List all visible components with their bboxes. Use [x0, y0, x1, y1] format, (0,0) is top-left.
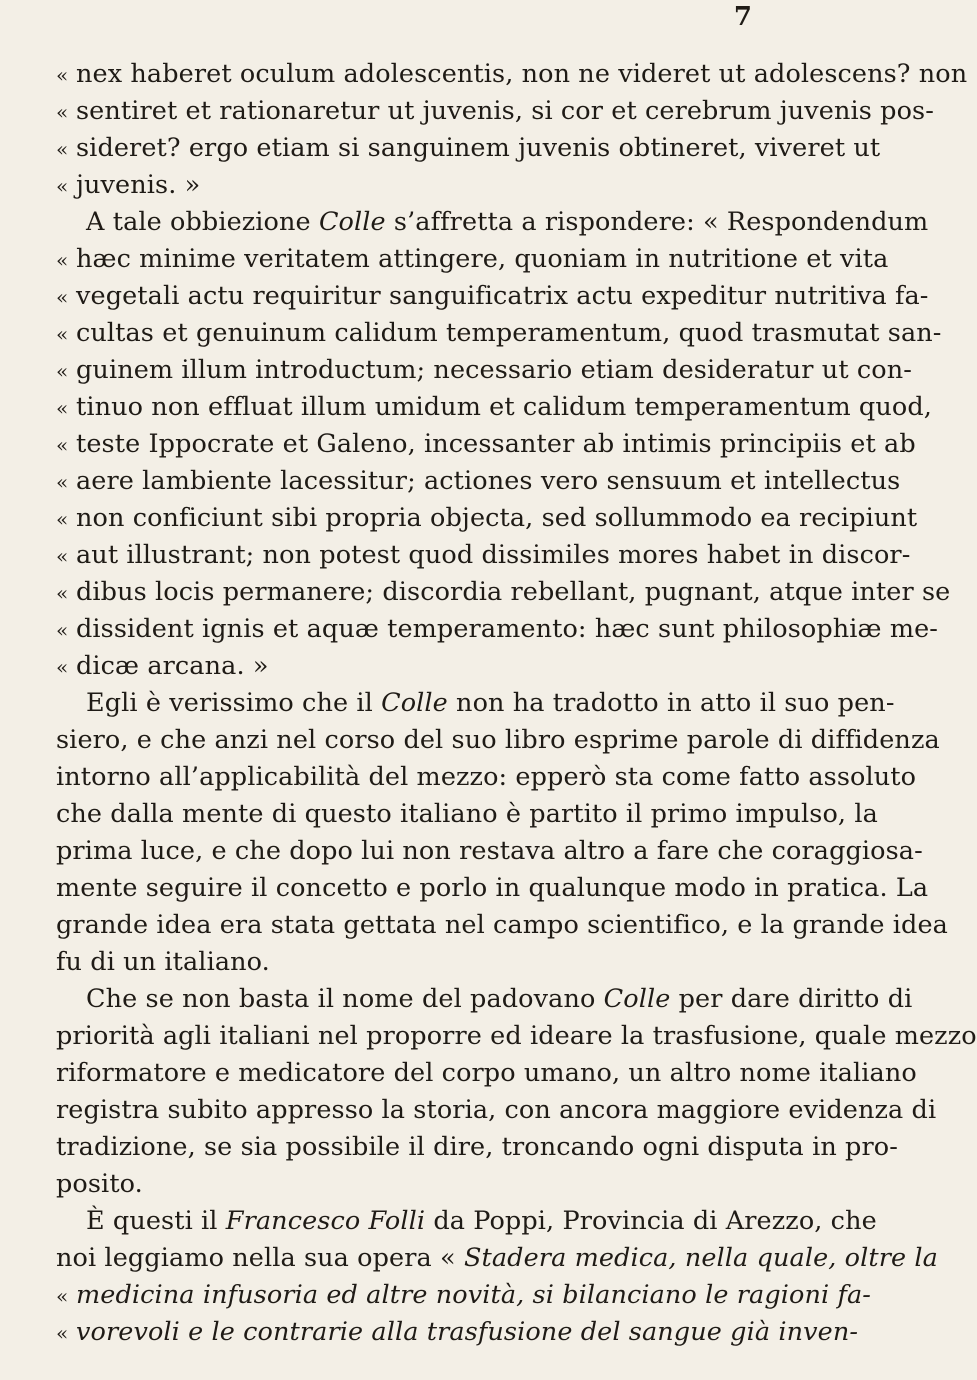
text-line — [56, 1129, 898, 1166]
text-segment: tradizione, se sia possibile il dire, troncando ogni disputa in pro- — [56, 1132, 898, 1162]
text-segment: aut illustrant; non potest quod dissimiles mores habet in discor- — [76, 540, 911, 570]
text-segment: s’affretta a rispondere: « Respondendum — [385, 207, 929, 237]
text-line — [56, 463, 901, 500]
italic-text: vorevoli e le contrarie alla trasfusione del sangue già inven- — [76, 1317, 859, 1347]
text-line — [56, 315, 942, 352]
text-segment: posito. — [56, 1169, 143, 1199]
text-segment: non ha tradotto in atto il suo pen- — [447, 688, 895, 718]
text-segment: aere lambiente lacessitur; actiones vero sensuum et intellectus — [76, 466, 901, 496]
quote-mark: « — [56, 137, 69, 161]
text-segment: nex haberet oculum adolescentis, non ne videret ut adolescens? non — [76, 59, 968, 89]
text-segment: priorità agli italiani nel proporre ed ideare la trasfusione, quale mezzo — [56, 1021, 977, 1051]
text-line — [56, 352, 912, 389]
text-segment: siero, e che anzi nel corso del suo libro esprime parole di diffidenza — [56, 725, 940, 755]
text-segment: vegetali actu requiritur sanguificatrix actu expeditur nutritiva fa- — [76, 281, 929, 311]
text-line — [56, 648, 778, 685]
text-segment: registra subito appresso la storia, con ancora maggiore evidenza di — [56, 1095, 937, 1125]
text-line — [56, 944, 778, 981]
text-segment: intorno all’applicabilità del mezzo: epperò sta come fatto assoluto — [56, 762, 917, 792]
text-segment: Egli è verissimo che il — [86, 688, 382, 718]
text-line — [56, 611, 939, 648]
text-line — [56, 537, 911, 574]
quote-mark: « — [56, 433, 69, 457]
paragraph — [56, 1203, 938, 1351]
text-line — [56, 796, 878, 833]
text-line — [56, 93, 934, 130]
text-segment: sentiret et rationaretur ut juvenis, si cor et cerebrum juvenis pos- — [76, 96, 934, 126]
text-line — [56, 1314, 859, 1351]
text-line — [56, 722, 940, 759]
quote-mark: « — [56, 396, 69, 420]
quote-mark: « — [56, 100, 69, 124]
text-segment: grande idea era stata gettata nel campo scientifico, e la grande idea — [56, 910, 948, 940]
text-segment: dicæ arcana. » — [76, 651, 269, 681]
text-line — [56, 1240, 938, 1277]
text-line — [56, 500, 918, 537]
text-line — [56, 56, 968, 93]
paragraph — [56, 56, 968, 204]
text-line — [56, 1277, 872, 1314]
text-segment: fu di un italiano. — [56, 947, 270, 977]
quote-mark: « — [56, 174, 69, 198]
text-line — [56, 1092, 937, 1129]
text-segment: Che se non basta il nome del padovano — [86, 984, 604, 1014]
text-segment: cultas et genuinum calidum temperamentum, quod trasmutat san- — [76, 318, 942, 348]
text-line — [56, 574, 951, 611]
text-segment: juvenis. » — [76, 170, 201, 200]
quote-mark: « — [56, 63, 69, 87]
quote-mark: « — [56, 1284, 69, 1308]
quote-mark: « — [56, 322, 69, 346]
text-segment: tinuo non effluat illum umidum et calidum temperamentum quod, — [76, 392, 932, 422]
text-line — [56, 204, 929, 241]
text-segment: da Poppi, Provincia di Arezzo, che — [425, 1206, 877, 1236]
page-number: 7 — [733, 2, 752, 32]
text-segment: per dare diritto di — [670, 984, 913, 1014]
quote-mark: « — [56, 359, 69, 383]
quote-mark: « — [56, 1321, 69, 1345]
body-text — [56, 56, 977, 1351]
text-segment: mente seguire il concetto e porlo in qualunque modo in pratica. La — [56, 873, 929, 903]
text-segment: prima luce, e che dopo lui non restava altro a fare che coraggiosa- — [56, 836, 923, 866]
text-segment: riformatore e medicatore del corpo umano, un altro nome italiano — [56, 1058, 917, 1088]
text-segment: non conficiunt sibi propria objecta, sed sollummodo ea recipiunt — [76, 503, 918, 533]
text-line — [56, 1166, 778, 1203]
italic-text: Stadera medica, nella quale, oltre la — [463, 1243, 938, 1273]
text-line — [56, 981, 913, 1018]
quote-mark: « — [56, 507, 69, 531]
text-segment: hæc minime veritatem attingere, quoniam in nutritione et vita — [76, 244, 889, 274]
text-line — [56, 833, 923, 870]
text-line — [56, 278, 929, 315]
quote-mark: « — [56, 470, 69, 494]
italic-text: medicina infusoria ed altre novità, si bilanciano le ragioni fa- — [76, 1280, 872, 1310]
text-segment: A tale obbiezione — [86, 207, 319, 237]
quote-mark: « — [56, 285, 69, 309]
text-line — [56, 759, 917, 796]
italic-text: Francesco Folli — [225, 1206, 426, 1236]
text-segment: che dalla mente di questo italiano è partito il primo impulso, la — [56, 799, 878, 829]
text-line — [56, 870, 929, 907]
text-line — [56, 1018, 977, 1055]
text-line — [56, 130, 881, 167]
text-segment: sideret? ergo etiam si sanguinem juvenis obtineret, viveret ut — [76, 133, 881, 163]
text-segment: noi leggiamo nella sua opera « — [56, 1243, 464, 1273]
italic-text: Colle — [318, 207, 386, 237]
text-segment: È questi il — [86, 1206, 226, 1236]
text-line — [56, 1055, 917, 1092]
paragraph — [56, 981, 977, 1203]
text-line — [56, 1203, 877, 1240]
text-segment: dibus locis permanere; discordia rebellant, pugnant, atque inter se — [76, 577, 951, 607]
quote-mark: « — [56, 248, 69, 272]
text-line — [56, 167, 778, 204]
quote-mark: « — [56, 655, 69, 679]
paragraph — [56, 685, 948, 981]
paragraph — [56, 204, 951, 685]
text-segment: dissident ignis et aquæ temperamento: hæc sunt philosophiæ me- — [76, 614, 939, 644]
italic-text: Colle — [603, 984, 671, 1014]
italic-text: Colle — [381, 688, 448, 718]
quote-mark: « — [56, 618, 69, 642]
text-line — [56, 907, 948, 944]
text-line — [56, 241, 889, 278]
text-line — [56, 389, 932, 426]
text-segment: guinem illum introductum; necessario etiam desideratur ut con- — [76, 355, 912, 385]
quote-mark: « — [56, 544, 69, 568]
text-line — [56, 685, 895, 722]
text-line — [56, 426, 916, 463]
text-segment: teste Ippocrate et Galeno, incessanter ab intimis principiis et ab — [76, 429, 916, 459]
quote-mark: « — [56, 581, 69, 605]
